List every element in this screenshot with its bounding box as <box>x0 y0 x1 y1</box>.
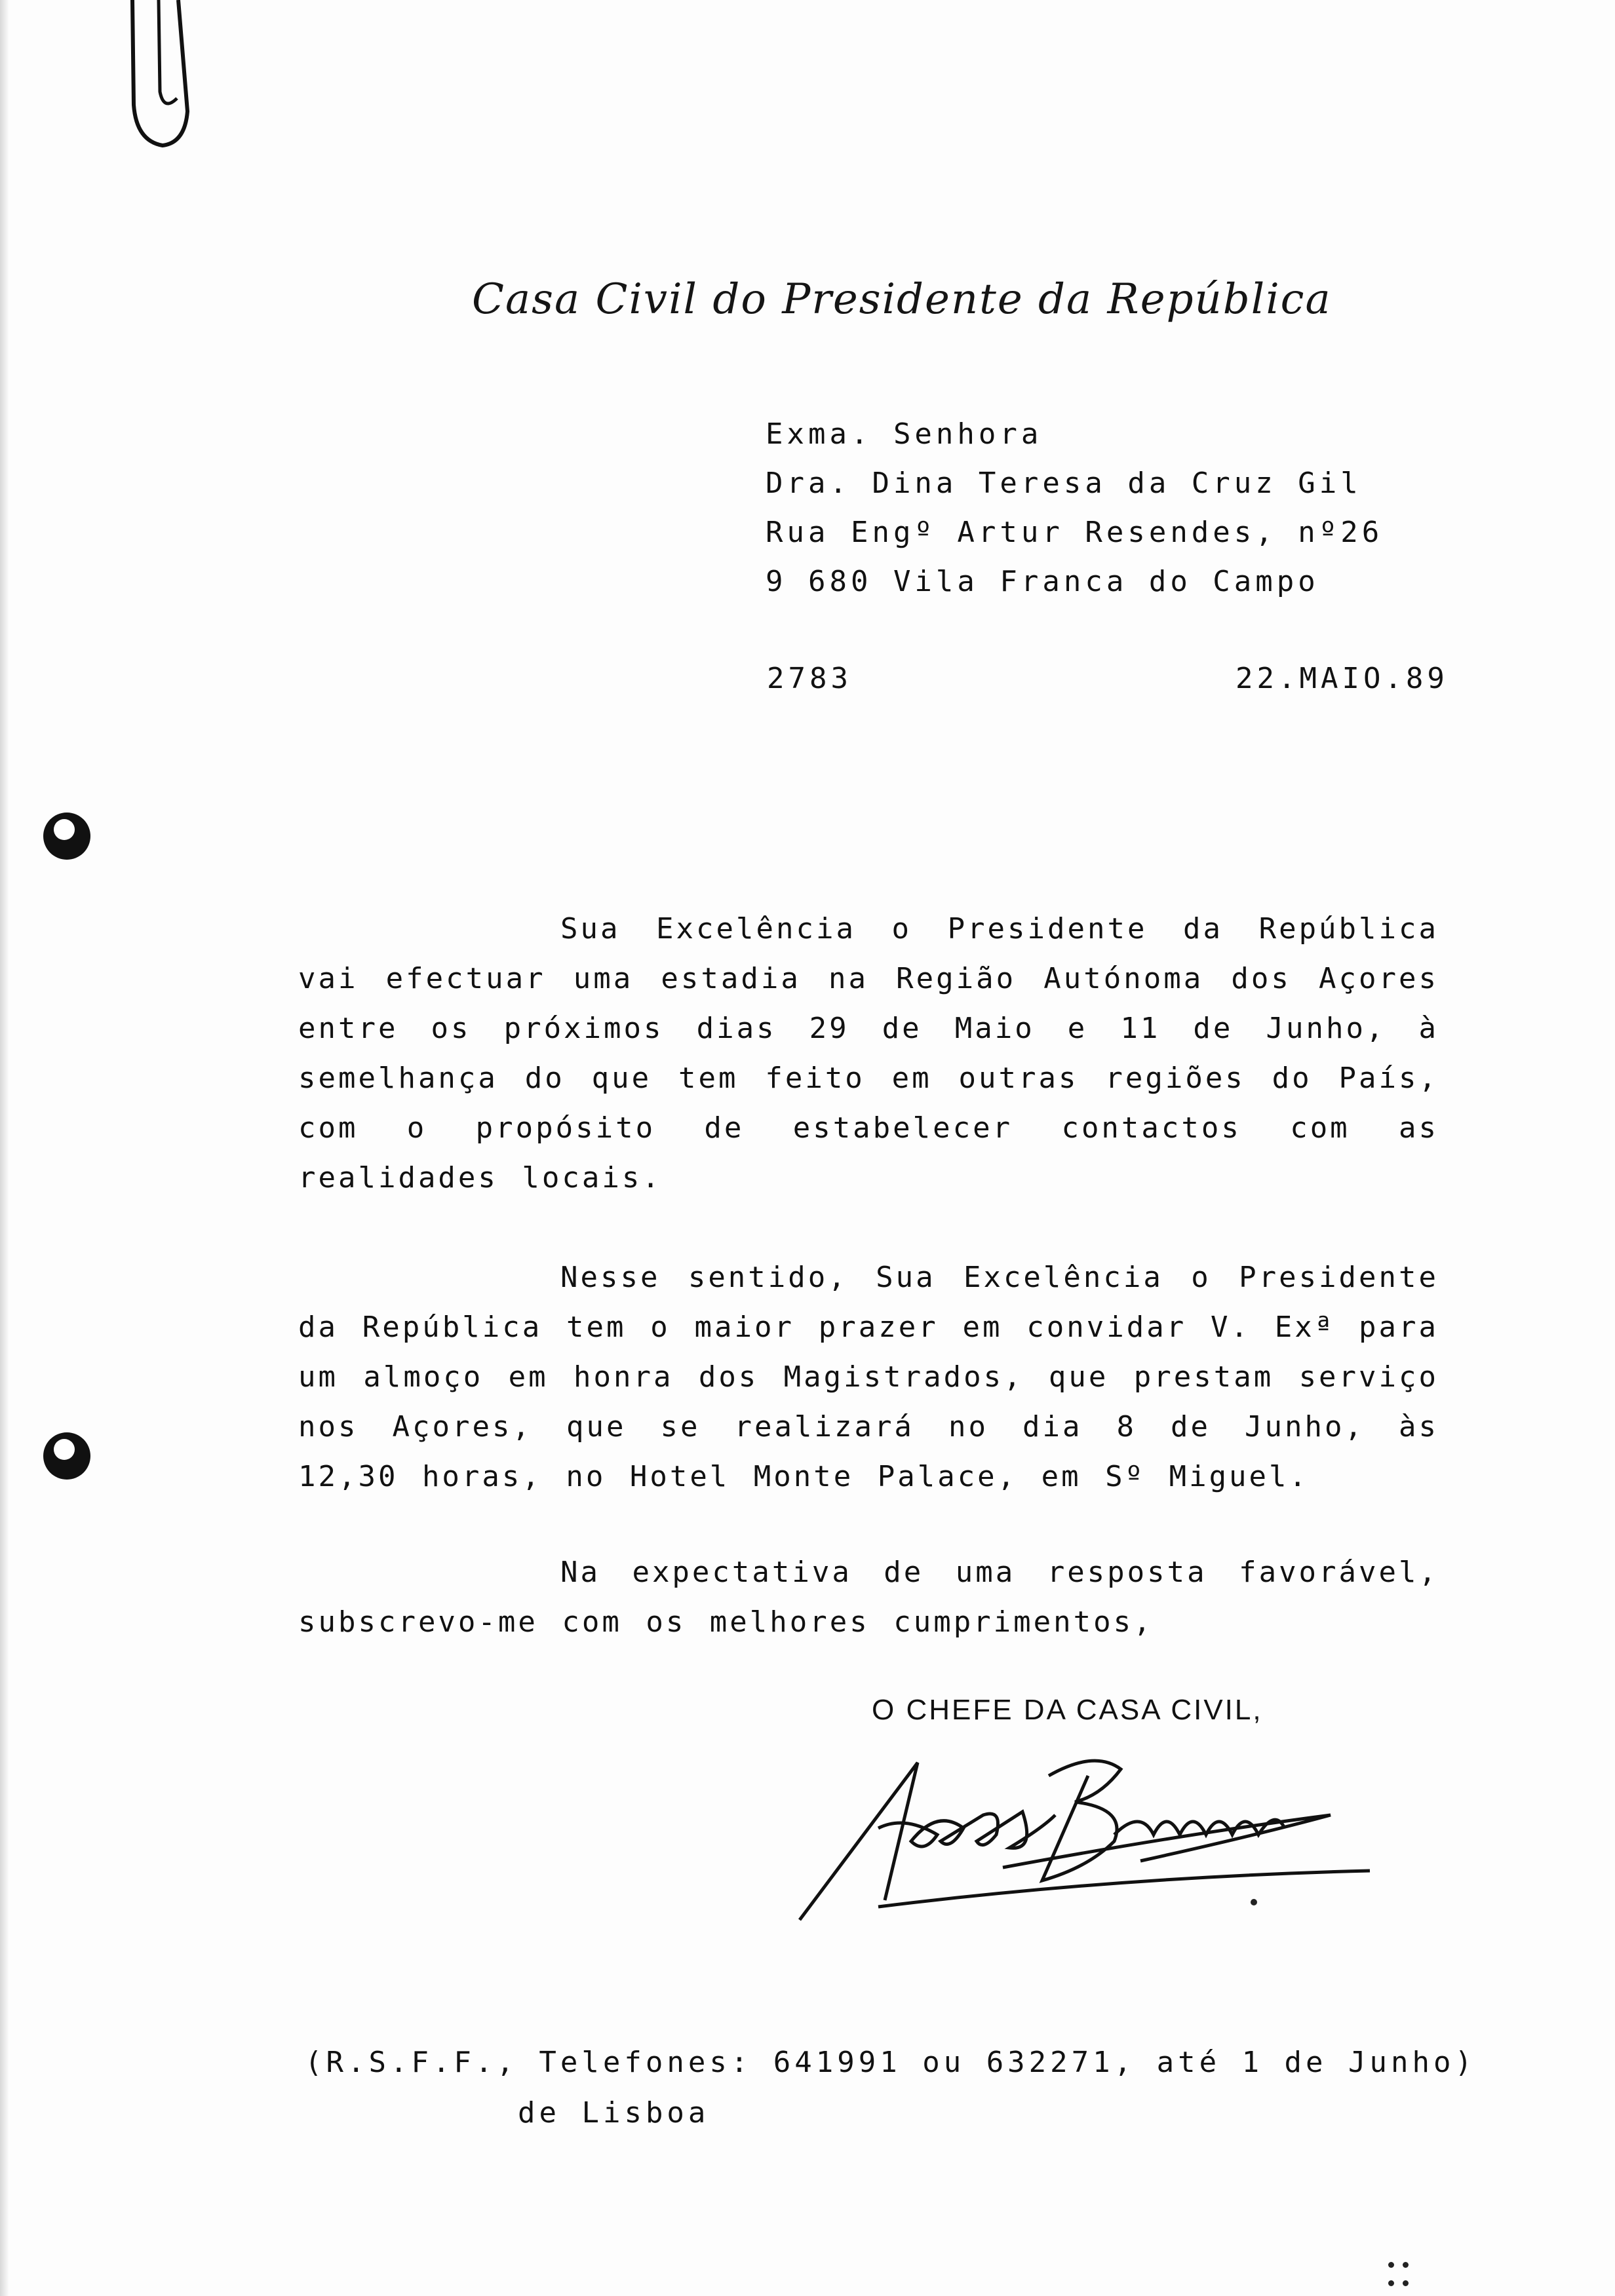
handwritten-signature <box>787 1736 1390 1933</box>
scan-speck <box>1403 2280 1409 2286</box>
letter-date: 22.MAIO.89 <box>1236 662 1449 695</box>
recipient-name: Dra. Dina Teresa da Cruz Gil <box>766 467 1362 500</box>
punch-hole-bottom <box>43 1432 90 1480</box>
footer-city-line: de Lisboa <box>518 2096 710 2130</box>
recipient-street: Rua Engº Artur Resendes, nº26 <box>766 516 1384 549</box>
scan-speck <box>1388 2280 1394 2286</box>
scan-speck <box>1403 2262 1409 2268</box>
recipient-city: 9 680 Vila Franca do Campo <box>766 565 1319 598</box>
body-paragraph-1: Sua Excelência o Presidente da República vai efectuar uma estadia na Região Autónoma dos Açores entre os próximos dias 29 de Maio e 11 de Junho, à semelhança do que tem feito em outras regiões do País, com o propósito de estabelecer contactos com as realidades locais. <box>298 912 1439 1195</box>
recipient-salutation: Exma. Senhora <box>766 417 1043 451</box>
page-edge-shadow <box>0 0 9 2296</box>
closing-title: O CHEFE DA CASA CIVIL, <box>872 1694 1263 1726</box>
scan-speck <box>1388 2262 1394 2268</box>
footer-phone-line: (R.S.F.F., Telefones: 641991 ou 632271, até 1 de Junho) <box>305 2046 1476 2079</box>
reference-number: 2783 <box>767 662 852 695</box>
body-paragraph-2: Nesse sentido, Sua Excelência o Presidente da República tem o maior prazer em convidar V. Exª para um almoço em honra dos Magistrados, que prestam serviço nos Açores, que se realizará no dia 8 de Junho, às 12,30 horas, no Hotel Monte Palace, em Sº Miguel. <box>298 1261 1439 1493</box>
paper-clip-mark <box>125 0 197 151</box>
body-paragraph-3: Na expectativa de uma resposta favorável, subscrevo-me com os melhores cumprimentos, <box>298 1556 1439 1639</box>
ink-dot <box>1251 1899 1257 1905</box>
letterhead: Casa Civil do Presidente da República <box>472 275 1332 324</box>
punch-hole-top <box>43 813 90 860</box>
